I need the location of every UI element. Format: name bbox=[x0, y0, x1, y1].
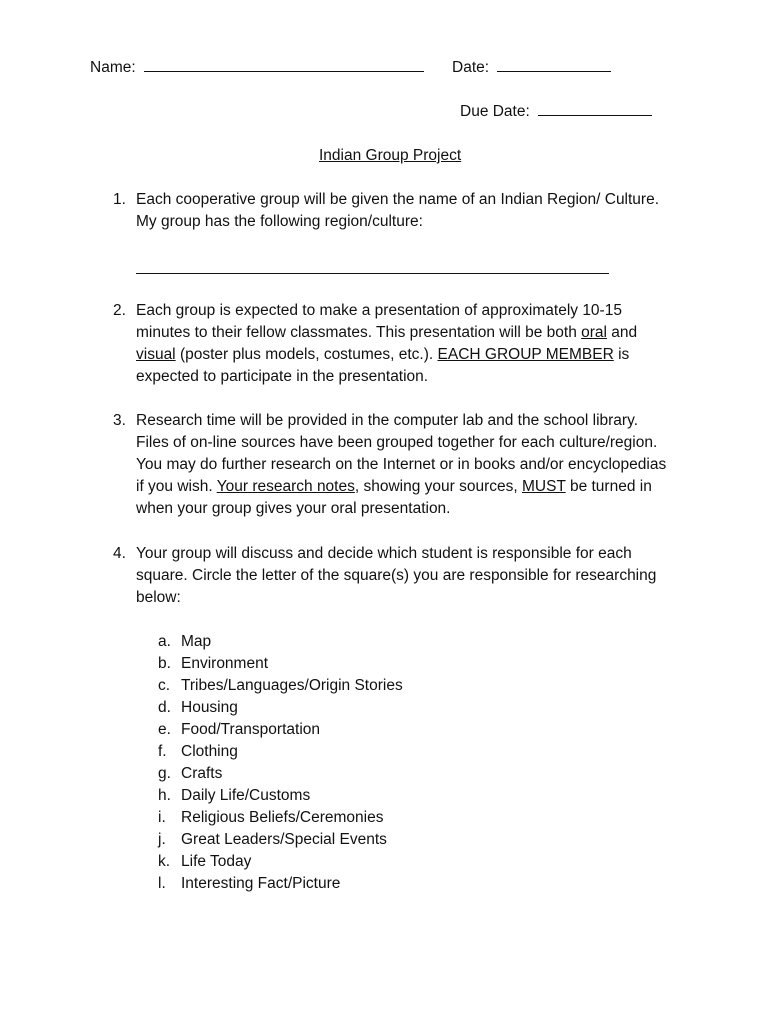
name-blank[interactable] bbox=[144, 57, 424, 72]
name-label: Name: bbox=[90, 59, 136, 76]
subitem-map[interactable] bbox=[158, 631, 211, 653]
subitem-text: Great Leaders/Special Events bbox=[181, 831, 387, 848]
subitem-text: Food/Transportation bbox=[181, 721, 321, 738]
subitem-life-today[interactable] bbox=[158, 851, 251, 873]
text-run: be turned in bbox=[565, 478, 652, 495]
list-item bbox=[113, 410, 703, 522]
due-date-blank[interactable] bbox=[538, 101, 652, 116]
subitem-letter[interactable]: a. bbox=[158, 633, 171, 650]
subitem-letter[interactable]: i. bbox=[158, 809, 166, 826]
item-text: square. Circle the letter of the square(s) you are responsible for researching bbox=[136, 567, 657, 584]
subitem-letter[interactable]: g. bbox=[158, 765, 171, 782]
item-text: Files of on-line sources have been grouped together for each culture/region. bbox=[136, 434, 658, 451]
item-text: below: bbox=[136, 589, 181, 606]
list-item bbox=[113, 300, 703, 390]
item-text: when your group gives your oral presentation. bbox=[136, 500, 451, 517]
item-number: 1. bbox=[113, 191, 126, 208]
underlined-research-notes: Your research notes bbox=[216, 478, 355, 495]
subitem-housing[interactable] bbox=[158, 697, 238, 719]
item-text: Your group will discuss and decide which student is responsible for each bbox=[136, 545, 632, 562]
item-text: Each cooperative group will be given the name of an Indian Region/ Culture. bbox=[136, 191, 660, 208]
item-text bbox=[136, 344, 703, 366]
subitem-text: Tribes/Languages/Origin Stories bbox=[181, 677, 403, 694]
subitem-letter[interactable]: c. bbox=[158, 677, 171, 694]
item-text: Each group is expected to make a presentation of approximately 10-15 bbox=[136, 302, 622, 319]
subitem-letter[interactable]: f. bbox=[158, 743, 167, 760]
date-field[interactable] bbox=[452, 57, 611, 79]
text-run: (poster plus models, costumes, etc.). bbox=[175, 346, 438, 363]
underlined-oral: oral bbox=[581, 324, 607, 341]
subitem-daily-life[interactable] bbox=[158, 785, 310, 807]
item-number: 2. bbox=[113, 302, 126, 319]
subitem-tribes[interactable] bbox=[158, 675, 403, 697]
subitem-letter[interactable]: b. bbox=[158, 655, 171, 672]
subitem-letter[interactable]: l. bbox=[158, 875, 166, 892]
item-text bbox=[136, 476, 703, 498]
item-number: 3. bbox=[113, 412, 126, 429]
name-field[interactable] bbox=[90, 57, 424, 79]
subitem-text: Environment bbox=[181, 655, 269, 672]
item-text bbox=[136, 322, 703, 344]
subitem-interesting-fact[interactable] bbox=[158, 873, 340, 895]
list-item bbox=[113, 189, 703, 249]
due-date-field[interactable] bbox=[460, 101, 652, 123]
date-label: Date: bbox=[452, 59, 490, 76]
underlined-must: MUST bbox=[522, 478, 566, 495]
subitem-text: Clothing bbox=[181, 743, 238, 760]
subitem-environment[interactable] bbox=[158, 653, 268, 675]
item-text: My group has the following region/culture: bbox=[136, 213, 423, 230]
subitem-crafts[interactable] bbox=[158, 763, 222, 785]
text-run: if you wish. bbox=[136, 478, 217, 495]
text-run: is bbox=[613, 346, 630, 363]
item-text: Research time will be provided in the computer lab and the school library. bbox=[136, 412, 638, 429]
subitem-food[interactable] bbox=[158, 719, 320, 741]
subitem-text: Interesting Fact/Picture bbox=[181, 875, 341, 892]
subitem-text: Life Today bbox=[181, 853, 252, 870]
date-blank[interactable] bbox=[497, 57, 611, 72]
item-text: You may do further research on the Internet or in books and/or encyclopedias bbox=[136, 456, 667, 473]
item-number: 4. bbox=[113, 545, 126, 562]
text-run: minutes to their fellow classmates. This presentation will be both bbox=[136, 324, 582, 341]
subitem-letter[interactable]: h. bbox=[158, 787, 171, 804]
subitem-letter[interactable]: k. bbox=[158, 853, 171, 870]
underlined-visual: visual bbox=[136, 346, 176, 363]
subitem-text: Daily Life/Customs bbox=[181, 787, 311, 804]
subitem-text: Religious Beliefs/Ceremonies bbox=[181, 809, 384, 826]
subitem-letter[interactable]: e. bbox=[158, 721, 171, 738]
subitem-leaders[interactable] bbox=[158, 829, 387, 851]
subitem-letter[interactable]: j. bbox=[158, 831, 166, 848]
page-title: Indian Group Project bbox=[319, 147, 462, 164]
due-date-label: Due Date: bbox=[460, 103, 530, 120]
subitem-text: Map bbox=[181, 633, 212, 650]
item-text: expected to participate in the presentation. bbox=[136, 368, 429, 385]
underlined-each-group-member: EACH GROUP MEMBER bbox=[437, 346, 614, 363]
region-culture-blank[interactable] bbox=[136, 273, 609, 274]
subitem-clothing[interactable] bbox=[158, 741, 238, 763]
text-run: , showing your sources, bbox=[354, 478, 522, 495]
subitem-letter[interactable]: d. bbox=[158, 699, 171, 716]
list-item bbox=[113, 543, 703, 611]
text-run: and bbox=[606, 324, 638, 341]
subitem-religious[interactable] bbox=[158, 807, 383, 829]
subitem-text: Housing bbox=[181, 699, 238, 716]
subitem-text: Crafts bbox=[181, 765, 223, 782]
